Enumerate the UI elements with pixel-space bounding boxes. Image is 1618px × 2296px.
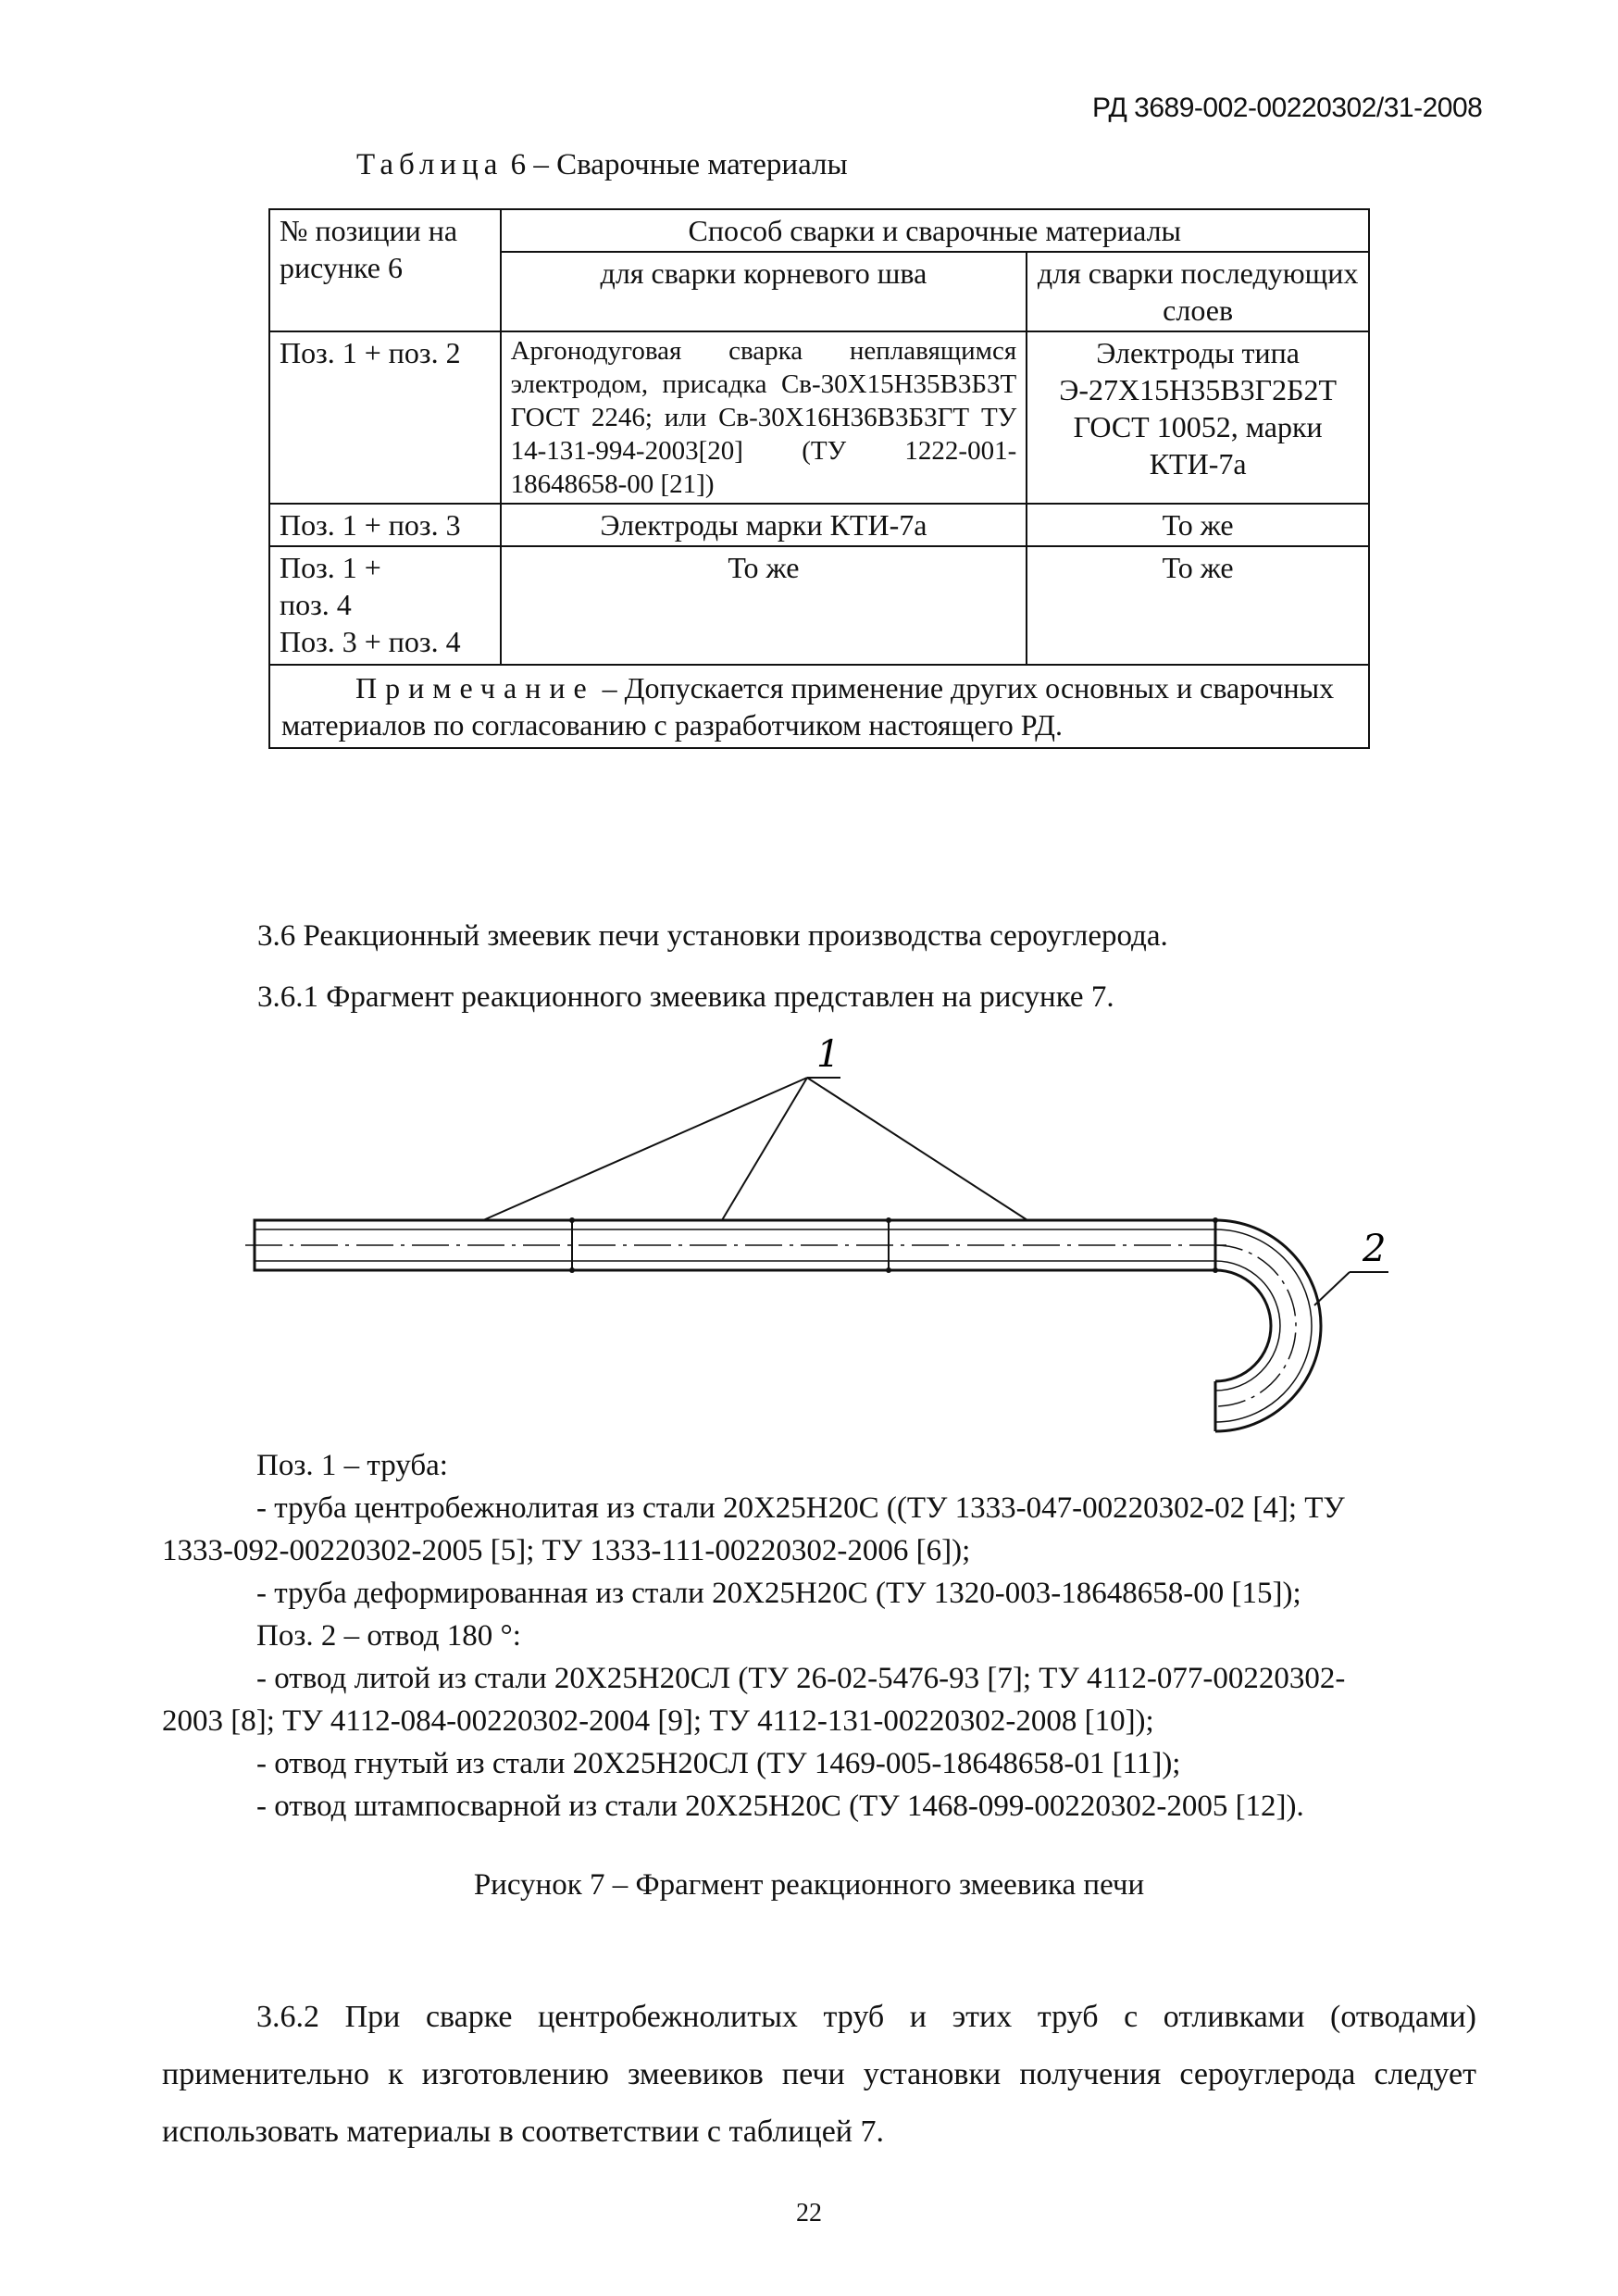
pos1-item: - труба центробежнолитая из стали 20Х25Н20С ((ТУ 1333-047-00220302-02 [4]; ТУ	[256, 1491, 1345, 1525]
bend-inner-wall	[1215, 1270, 1271, 1381]
cell-position: Поз. 1 + поз. 2	[269, 331, 501, 504]
callout-1-leader	[807, 1078, 1027, 1220]
figure-7-legend	[162, 1444, 1476, 1828]
cell-position: Поз. 1 + поз. 3	[269, 504, 501, 546]
note-text: – Допускается применение других основных и сварочных материалов по согласованию с разработчиком настоящего РД.	[281, 671, 1335, 742]
pos1-item-continuation: 1333-092-00220302-2005 [5]; ТУ 1333-111-00220302-2006 [6]);	[162, 1534, 971, 1567]
note-label: Примечание	[355, 671, 595, 705]
cell-next-material: То же	[1027, 546, 1369, 665]
pos2-item-continuation: 2003 [8]; ТУ 4112-084-00220302-2004 [9]; ТУ 4112-131-00220302-2008 [10]);	[162, 1704, 1154, 1738]
pos2-title: Поз. 2 – отвод 180 °:	[256, 1619, 521, 1653]
header-welding-method: Способ сварки и сварочные материалы	[501, 209, 1369, 252]
pos2-item: - отвод гнутый из стали 20Х25Н20СЛ (ТУ 1469-005-18648658-01 [11]);	[256, 1747, 1181, 1780]
bend-outer-wall	[1215, 1220, 1321, 1431]
weld-point	[886, 1267, 891, 1273]
welding-materials-table	[268, 208, 1370, 749]
table-caption	[356, 148, 848, 182]
pos2-item: - отвод литой из стали 20Х25Н20СЛ (ТУ 26-02-5476-93 [7]; ТУ 4112-077-00220302-	[256, 1662, 1346, 1695]
pos1-title: Поз. 1 – труба:	[256, 1449, 448, 1482]
section-3-6-2: 3.6.2 При сварке центробежнолитых труб и этих труб с отливками (отводами) применительно к изготовлению змеевиков печи установки получения сероуглерода следует использовать материалы в соответствии с таблицей 7.	[162, 2000, 1476, 2149]
figure-7-coil-drawing	[241, 1018, 1444, 1463]
callout-1-leader	[483, 1078, 807, 1220]
page-number: 22	[796, 2199, 822, 2227]
table-row	[269, 504, 1369, 546]
section-3-6: 3.6 Реакционный змеевик печи установки производства сероуглерода.	[257, 919, 1168, 953]
cell-root-material: То же	[501, 546, 1027, 665]
document-code: РД 3689-002-00220302/31-2008	[1092, 93, 1483, 123]
callout-2-leader	[1314, 1272, 1350, 1305]
pos2-item: - отвод штампосварной из стали 20Х25Н20С (ТУ 1468-099-00220302-2005 [12]).	[256, 1790, 1304, 1823]
header-next-layers: для сварки последующих слоев	[1027, 252, 1369, 331]
table-note	[269, 665, 1369, 748]
table-header-row	[269, 209, 1369, 252]
weld-point	[886, 1217, 891, 1223]
callout-1-label: 1	[816, 1033, 840, 1076]
pos1-item: - труба деформированная из стали 20Х25Н20С (ТУ 1320-003-18648658-00 [15]);	[256, 1577, 1301, 1610]
header-position-number: № позиции на рисунке 6	[269, 209, 501, 331]
cell-root-material: Электроды марки КТИ-7а	[501, 504, 1027, 546]
table-row	[269, 546, 1369, 665]
bend-centerline	[1215, 1245, 1296, 1406]
weld-point	[569, 1217, 575, 1223]
cell-position-line: Поз. 3 + поз. 4	[280, 625, 461, 658]
weld-point	[569, 1267, 575, 1273]
cell-position-line: Поз. 1 + поз. 4	[280, 551, 381, 621]
table-caption-text: 6 – Сварочные материалы	[510, 148, 848, 181]
callout-2-label: 2	[1363, 1228, 1387, 1270]
section-3-6-1: 3.6.1 Фрагмент реакционного змеевика представлен на рисунке 7.	[257, 980, 1114, 1014]
figure-7-caption: Рисунок 7 – Фрагмент реакционного змеевика печи	[473, 1868, 1145, 1902]
table-caption-word: Таблица	[356, 148, 504, 181]
cell-next-material: То же	[1027, 504, 1369, 546]
cell-position	[269, 546, 501, 665]
table-note-row	[269, 665, 1369, 748]
header-root-seam: для сварки корневого шва	[501, 252, 1027, 331]
cell-next-material: Электроды типа Э-27Х15Н35В3Г2Б2Т ГОСТ 10052, марки КТИ-7а	[1027, 331, 1369, 504]
callout-1-leader	[722, 1078, 807, 1220]
table-row	[269, 331, 1369, 504]
cell-root-material: Аргонодуговая сварка неплавящимся электродом, присадка Св-30Х15Н35В3Б3Т ГОСТ 2246; или Св-30Х16Н36В3Б3ГТ ТУ 14-131-994-2003[20] (ТУ 1222-001- 18648658-00 [21])	[501, 331, 1027, 504]
